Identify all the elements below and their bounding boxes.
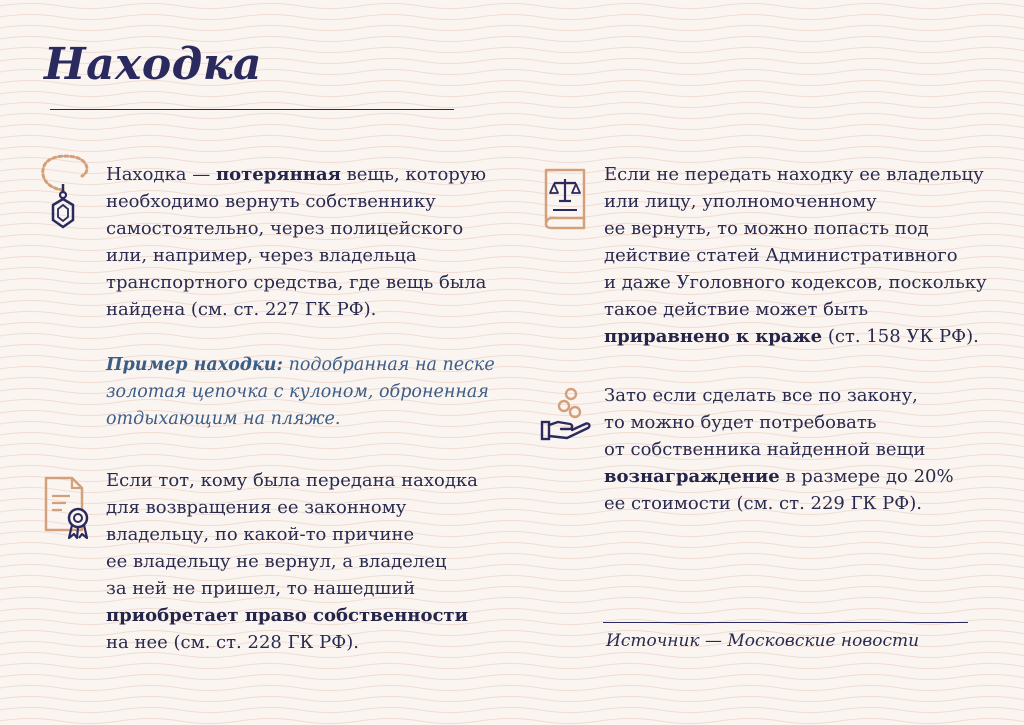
paragraph-ownership: Если тот, кому была передана находка для возвращения ее законному владельцу, по какой-то причине ее владельцу не вернул, а владелец за ней не пришел, то нашедший приобретает право собственности на нее (см. ст. 228 ГК РФ). [106, 470, 478, 653]
example-paragraph: Пример находки: подобранная на песке золотая цепочка с кулоном, оброненная отдыхающим на пляже. [106, 355, 495, 429]
paragraph-definition: Находка — потерянная вещь, которую необходимо вернуть собственнику самостоятельно, через полицейского или, например, через владельца транспортного средства, где вещь была найдена (см. ст. 227 ГК РФ). [106, 164, 487, 320]
paragraph-penalty: Если не передать находку ее владельцу или лицу, уполномоченному ее вернуть, то можно попасть под действие статей Административного и даже Уголовного кодексов, поскольку такое действие может быть приравнено к краже (ст. 158 УК РФ). [604, 164, 987, 347]
certificate-icon [40, 472, 96, 540]
page-title: Находка [44, 39, 263, 90]
source-divider [603, 622, 968, 623]
necklace-pendant-icon [36, 152, 92, 234]
law-book-scales-icon [540, 166, 592, 230]
hand-coins-icon [538, 384, 594, 444]
source-caption: Источник — Московские новости [606, 631, 920, 651]
paragraph-reward: Зато если сделать все по закону, то можно будет потребовать от собственника найденной вещи вознаграждение в размере до 20% ее стоимости (см. ст. 229 ГК РФ). [604, 385, 954, 514]
title-divider [50, 109, 454, 110]
